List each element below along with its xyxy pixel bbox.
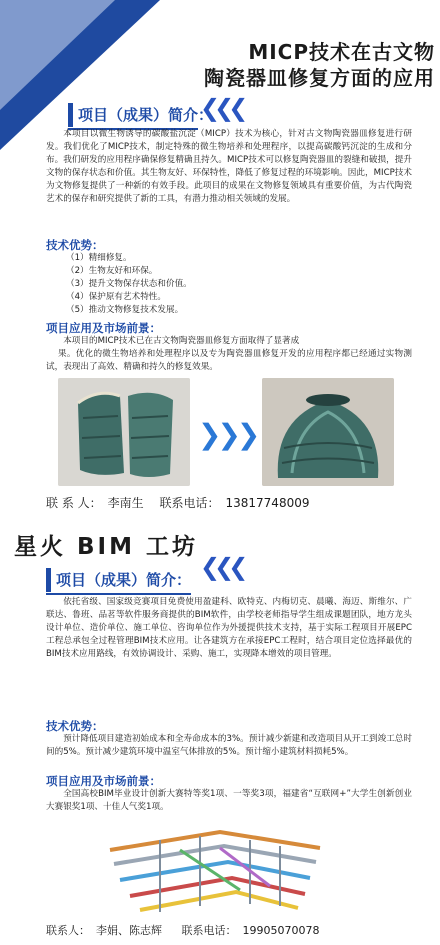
project2-market-heading: 项目应用及市场前景： bbox=[46, 774, 161, 788]
repaired-ceramic-photo bbox=[262, 378, 394, 486]
project2-contact bbox=[46, 922, 325, 938]
project2-market-text bbox=[46, 788, 412, 814]
project2-advantages-paragraph: 预计降低项目建造初始成本和全寿命成本的3%。预计减少新建和改造项目从开工到竣工总时间的5%。预计减少建筑环境中温室气体排放的5%。预计缩小建筑材料损耗5%。 bbox=[46, 734, 412, 757]
project2-intro-heading bbox=[46, 565, 346, 595]
project2-market-paragraph: 全国高校BIM毕业设计创新大赛特等奖1项、一等奖3项，福建省“互联网+”大学生创新创业大赛银奖1项、十佳人气奖1项。 bbox=[46, 789, 412, 812]
phone-label: 联系电话： bbox=[159, 496, 220, 510]
phone-label: 联系电话： bbox=[181, 924, 237, 937]
contact-label: 联系人： bbox=[46, 924, 90, 937]
contact-label: 联 系 人： bbox=[46, 496, 102, 510]
project1-market-text bbox=[46, 335, 412, 374]
list-item: （1）精细修复。 bbox=[66, 253, 132, 263]
heading-bar bbox=[46, 568, 51, 592]
list-item: （5）推动文物修复技术发展。 bbox=[66, 305, 184, 315]
project1-market-line2: 果。优化的微生物培养和处理程序以及专为陶瓷器皿修复开发的应用程序都已经通过实物测试，表现出了高效、精确和持久的修复效果。 bbox=[46, 349, 412, 372]
project2-intro-paragraph: 依托省级、国家级竞赛项目免费使用盈建科、欧特克、内梅切克、晨曦、海迈、斯维尔、广联达、鲁班、品茗等软件服务商提供的BIM软件，由学校老师指导学生组成课题团队，地方龙头设计单位、造价单位、施工单位、咨询单位作为外援提供技术支持，基于实际工程项目开展EPC工程总承包全过程管理BIM技术应用。让各建筑方在承接EPC工程时，结合项目定位选择最优的BIM技术应用路线，有效协调设计、采购、施工，实现降本增效的项目管理。 bbox=[46, 597, 412, 659]
phone-number: 13817748009 bbox=[225, 496, 310, 510]
double-chevron-left-icon: ❮❮❮ bbox=[200, 94, 243, 122]
project1-market-heading: 项目应用及市场前景： bbox=[46, 321, 161, 335]
project2-advantages-text bbox=[46, 733, 412, 759]
corner-decoration-light bbox=[0, 0, 115, 110]
project1-advantages-list bbox=[66, 252, 192, 317]
project1-intro-heading-label: 项目（成果）简介： bbox=[78, 106, 214, 124]
list-item: （2）生物友好和环保。 bbox=[66, 266, 158, 276]
list-item: （4）保护原有艺术特性。 bbox=[66, 292, 166, 302]
phone-number: 19905070078 bbox=[242, 924, 320, 937]
heading-underline bbox=[46, 593, 191, 595]
project2-title: 星火 BIM 工坊 bbox=[14, 534, 198, 560]
bim-pipeline-illustration bbox=[100, 820, 330, 920]
chevron-right-icon: ❯❯❯ bbox=[198, 418, 257, 451]
contact-name: 李娟、陈志辉 bbox=[96, 924, 162, 937]
project1-intro-text bbox=[46, 128, 412, 206]
contact-name: 李南生 bbox=[107, 496, 144, 510]
project2-intro-heading-label: 项目（成果）简介： bbox=[56, 571, 192, 589]
heading-bar bbox=[68, 103, 73, 127]
double-chevron-left-icon: ❮❮❮ bbox=[200, 553, 243, 581]
project1-title-line1: MICP技术在古文物 bbox=[248, 40, 435, 64]
project1-intro-paragraph: 本项目以微生物诱导的碳酸盐沉淀（MICP）技术为核心，针对古文物陶瓷器皿修复进行研发。我们优化了MICP技术，制定特殊的微生物培养和处理程序，以提高碳酸钙沉淀的生成和分布。我们研发的应用程序确保修复精确且持久。MICP技术可以修复陶瓷器皿的裂缝和破损，提升文物的保存状态和价值。其生物友好、环保特性，降低了修复过程的环境影响。因此，MICP技术为文物修复提供了一种新的有效手段。此项目的成果在文物修复领域具有重要价值，为古代陶瓷艺术的保存和研究提供了新的工具，有潜力推动相关领域的发展。 bbox=[46, 129, 412, 204]
project1-market-line1: 本项目的MICP技术已在古文物陶瓷器皿修复方面取得了显著成 bbox=[63, 336, 300, 346]
project1-title-line2: 陶瓷器皿修复方面的应用 bbox=[204, 66, 435, 90]
list-item: （3）提升文物保存状态和价值。 bbox=[66, 279, 192, 289]
project2-advantages-heading: 技术优势： bbox=[46, 719, 104, 733]
project2-intro-text bbox=[46, 596, 412, 661]
broken-ceramic-photo bbox=[58, 378, 190, 486]
project1-contact bbox=[46, 494, 315, 511]
project1-advantages-heading: 技术优势： bbox=[46, 238, 104, 252]
